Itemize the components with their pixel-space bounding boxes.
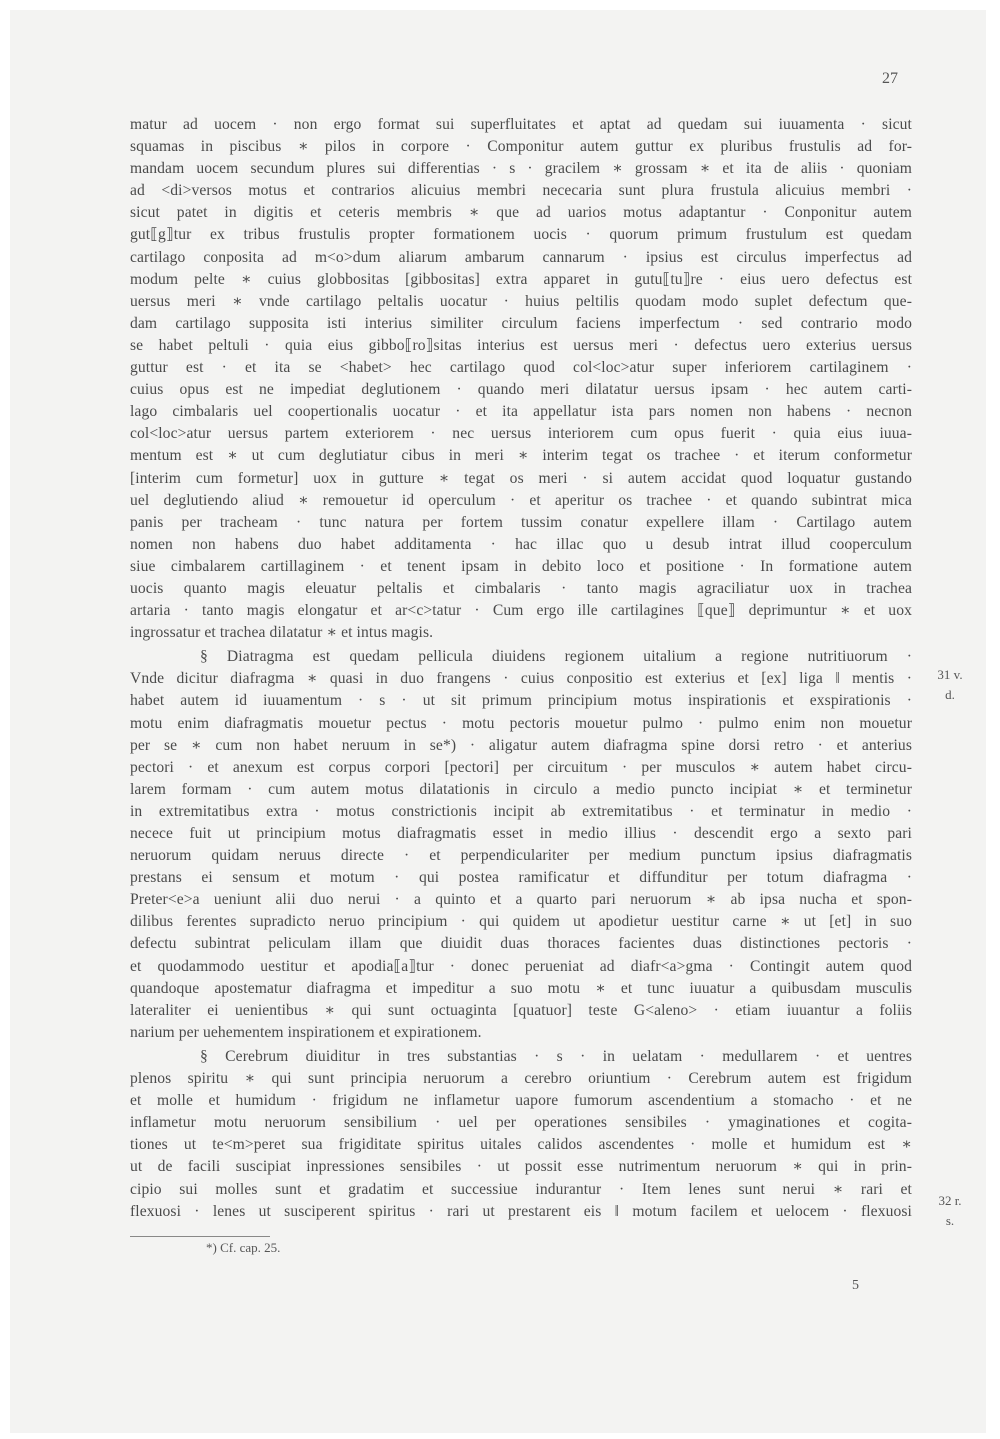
footnote-divider [130,1236,270,1237]
text-line: sicut patet in digitis et ceteris membris ∗ que ad uarios motus adaptantur · Conponitur autem [130,204,912,222]
text-line: defectu subintrat peliculam illam que diuidit duas thoraces facientes duas distinctiones pectoris · [130,935,912,953]
text-line: Vnde dicitur diafragma ∗ quasi in duo frangens · cuius conpositio est exterius et [ex] liga ‖ mentis · [130,670,912,688]
text-line: tiones ut te<m>peret sua frigiditate spiritus uitales calidos ascendentes · molle et humidum est ∗ [130,1136,912,1154]
text-line: flexuosi · lenes ut susciperent spiritus · rari ut prestarent eis ‖ motum facilem et uelocem · flexuosi [130,1202,912,1220]
section-heading-line: § Cerebrum diuiditur in tres substantias · s · in uelatam · medullarem · et uentres [200,1047,912,1065]
text-line: plenos spiritu ∗ qui sunt principia neruorum a cerebro oriuntium · Cerebrum autem est frigidum [130,1070,912,1088]
text-line: nomen non habens duo habet additamenta · hac illac quo u desub intrat illud cooperculum [130,535,912,553]
text-line: lago cimbalaris uel coopertionalis uocatur · et ita appellatur ista pars nomen non habens · necnon [130,403,912,421]
text-line: et molle et humidum · frigidum ne inflametur uapore fumorum ascendentium a stomacho · et ne [130,1092,912,1110]
text-line: prestans ei sensum et motum · qui postea ramificatur et diffunditur per totum diafragma · [130,869,912,887]
section-heading-line: § Diatragma est quedam pellicula diuidens regionem uitalium a regione nutritiuorum · [200,648,912,666]
text-line: matur ad uocem · non ergo format sui superfluitates et aptat ad quedam sui iuuamenta · sicut [130,116,912,133]
text-line: panis per tracheam · tunc natura per fortem tussim conatur expellere illam · Cartilago autem [130,513,912,531]
body-text [130,114,912,1223]
text-line: ad <di>versos motus et contrarios alicuius membri nececaria sunt plura frustula alicuius membri · [130,182,912,200]
text-line: mentum est ∗ ut cum deglutiatur cibus in meri ∗ interim tegat os trachee · et iterum conformetur [130,447,912,465]
text-line: squamas in piscibus ∗ pilos in corpore · Componitur autem guttur ex pluribus frustulis ad for- [130,138,912,156]
text-line: mandam uocem secundum plures sui differentias · s · gracilem ∗ grossam ∗ et ita de aliis · quoniam [130,160,912,178]
text-line: per se ∗ cum non habet neruum in se*) · aligatur autem diafragma spine dorsi retro · et anterius [130,736,912,754]
text-line: et quodammodo uestitur et apodia⟦a⟧tur · donec perueniat ad diafr<a>gma · Contingit autem quod [130,957,912,975]
margin-note-folio: 32 r. [938,1193,962,1208]
text-line: Preter<e>a ueniunt alii duo nerui · a quinto et a quarto pari neruorum ∗ ab ipsa nucha et spon- [130,891,912,909]
signature-mark: 5 [852,1278,859,1293]
text-line: motu enim diafragmatis mouetur pectus · motu pectoris mouetur pulmo · pulmo enim non mouetur [130,714,912,732]
margin-note-column: d. [945,687,955,702]
page-number: 27 [882,70,898,87]
text-line: ut de facili suscipiat inpressiones sensibiles · ut possit esse nutrimentum neruorum ∗ qui in prin- [130,1158,912,1176]
margin-note-column: s. [945,1213,955,1228]
text-line: modum pelte ∗ cuius globbositas [gibbositas] extra apparet in gutu⟦tu⟧re · eius uero defectus est [130,270,912,288]
text-line: larem formam · cum autem motus dilatationis in circulo a medio puncto incipiat ∗ et terminetur [130,780,912,798]
text-line: ingrossatur et trachea dilatatur ∗ et intus magis. [130,624,434,642]
text-line: habet autem id iuuamentum · s · ut sit primum principium motus inspirationis et exspirationis · [130,692,912,710]
margin-note [928,665,972,705]
margin-note [928,1191,972,1231]
text-line: dilibus ferentes supradicto neruo principium · qui quidem ut apodietur uestitur carne ∗ ut [et] in suo [130,913,912,931]
text-line: col<loc>atur uersus partem exteriorem · nec uersus interiorem cum opus fuerit · quia eius iuua- [130,425,912,443]
text-line: narium per uehementem inspirationem et expirationem. [130,1023,482,1041]
text-line: uel deglutiendo aliud ∗ remouetur id operculum · et aperitur os trachee · et quando subintrat mica [130,491,912,509]
text-line: pectori · et anexum est corpus corpori [pectori] per circuitum · per musculos ∗ autem habet circu- [130,758,912,776]
text-line: cipio sui molles sunt et gradatim et successiue indurantur · Item lenes sunt nerui ∗ rari et [130,1180,912,1198]
text-line: dam cartilago supposita isti interius similiter circulum faciens imperfectum · sed contrario modo [130,314,912,332]
scanned-page [10,10,986,1433]
text-line: neruorum quidam neruus directe · et perpendiculariter per medium punctum ipsius diafragmatis [130,847,912,865]
text-line: se habet peltuli · quia eius gibbo⟦ro⟧sitas interius est uersus meri · defectus uero exterius uersus [130,336,912,354]
text-line: quandoque apostematur diafragma et impeditur a suo motu ∗ et tunc iuuatur a quibusdam musculis [130,979,912,997]
text-line: lateraliter ei uenientibus ∗ qui sunt octuaginta [quatuor] teste G<aleno> · etiam iuuantur a foliis [130,1001,912,1019]
text-line: cuius opus est ne impediat deglutionem · quando meri dilatatur uersus ipsam · hec autem carti- [130,381,912,399]
text-line: inflametur motu neruorum sensibilium · uel per operationes sensibiles · ymaginationes et cogita- [130,1114,912,1132]
text-line: guttur est · et ita se <habet> hec cartilago quod col<loc>atur super inferiorem cartilaginem · [130,359,912,377]
text-line: uersus meri ∗ vnde cartilago peltalis uocatur · huius peltilis quodam modo suplet defectum que- [130,292,912,310]
text-line: siue cimbalarem cartillaginem · et tenent ipsam in debito loco et positione · In formatione autem [130,557,912,575]
text-line: uocis quanto magis eleuatur peltalis et cimbalaris · tanto magis agraciliatur uox in trachea [130,579,912,597]
margin-note-folio: 31 v. [937,667,963,682]
text-line: cartilago conposita ad m<o>dum aliarum ambarum cannarum · ipsius est circulus imperfectus ad [130,248,912,266]
text-line: in extremitatibus extra · motus constrictionis incipit ab extremitatibus · et terminatur in medio · [130,802,912,820]
footnote: *) Cf. cap. 25. [206,1240,281,1255]
text-line: gut⟦g⟧tur ex tribus frustulis propter formationem uocis · quorum primum frustulum est quedam [130,226,912,244]
text-line: artaria · tanto magis elongatur et ar<c>tatur · Cum ergo ille cartilagines ⟦que⟧ deprimuntur ∗ et uox [130,602,912,620]
text-line: necece fuit ut principium motus diafragmatis esset in medio illius · descendit ergo a sexto pari [130,825,912,842]
text-line: [interim cum formetur] uox in gutture ∗ tegat os meri · si autem accidat quod loquatur gustando [130,469,912,487]
